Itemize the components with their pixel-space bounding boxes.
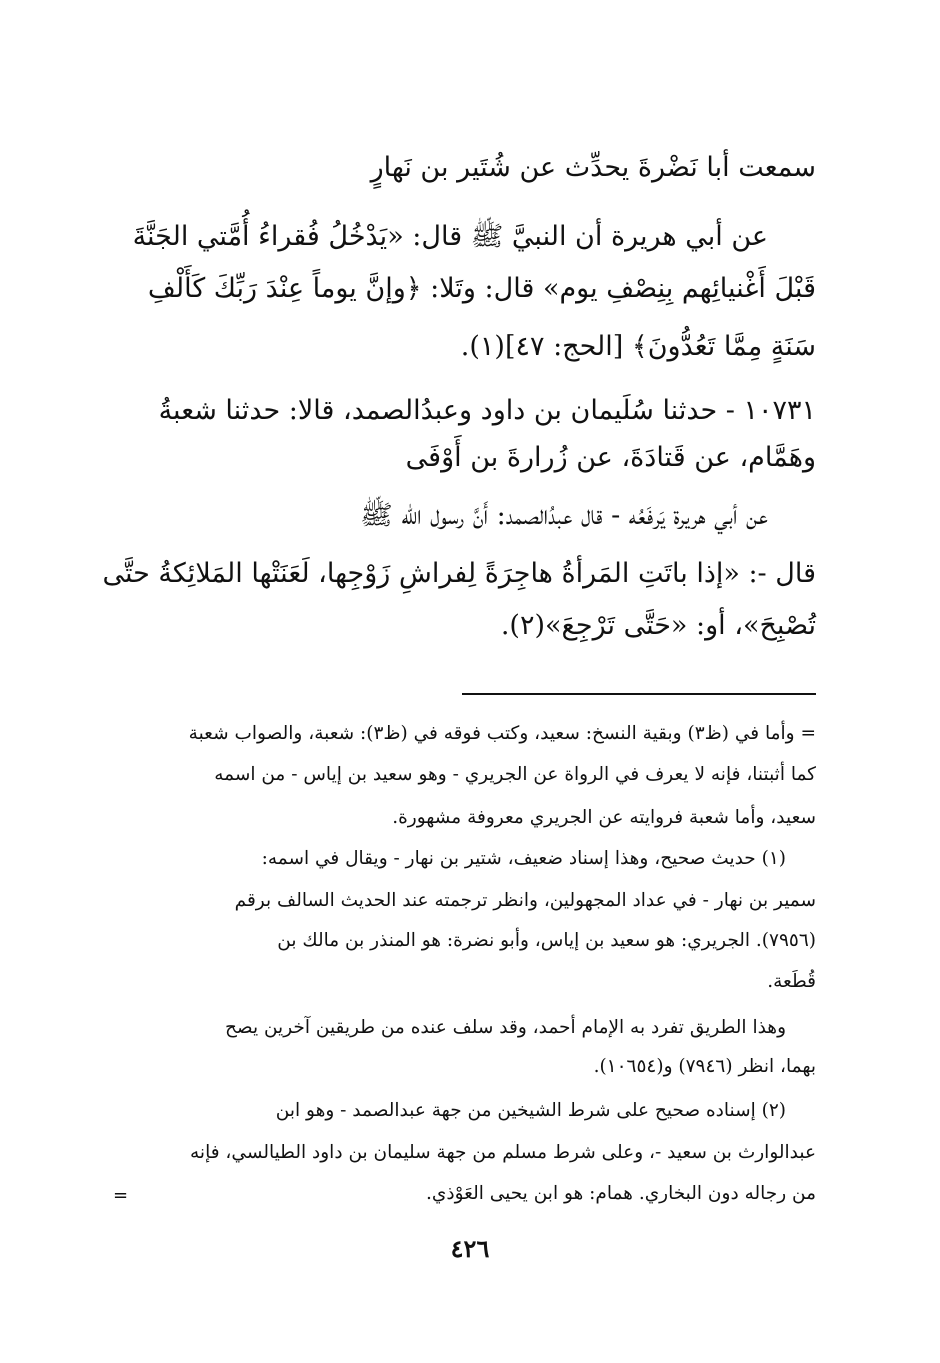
main-text-line: تُصْبِحَ»، أو: «حَتَّى تَرْجِعَ»(٢). bbox=[500, 610, 816, 641]
footnote-line: من رجاله دون البخاري. همام: هو ابن يحيى العَوْذي. bbox=[426, 1183, 816, 1204]
footnote-line: بهما، انظر (٧٩٤٦) و(١٠٦٥٤). bbox=[593, 1056, 816, 1077]
footnote-line: كما أثبتنا، فإنه لا يعرف في الرواة عن الجريري - وهو سعيد بن إياس - من اسمه bbox=[214, 764, 816, 785]
footnote-line: (١) حديث صحيح، وهذا إسناد ضعيف، شتير بن نهار - ويقال في اسمه: bbox=[261, 848, 786, 869]
page-number: ٤٢٦ bbox=[450, 1234, 490, 1263]
footnote-line: سعيد، وأما شعبة فروايته عن الجريري معروفة مشهورة. bbox=[392, 807, 816, 828]
footnote-separator bbox=[462, 693, 816, 695]
footnote-line: سمير بن نهار - في عداد المجهولين، وانظر ترجمته عند الحديث السالف برقم bbox=[234, 890, 816, 911]
footnote-line: عبدالوارث بن سعيد -، وعلى شرط مسلم من جهة سليمان بن داود الطيالسي، فإنه bbox=[190, 1142, 816, 1163]
footnote-line: قُطَعة. bbox=[767, 971, 816, 992]
footnote-line: = وأما في (ظ٣) وبقية النسخ: سعيد، وكتب فوقه في (ظ٣): شعبة، والصواب شعبة bbox=[188, 723, 816, 744]
footnote-line: وهذا الطريق تفرد به الإمام أحمد، وقد سلف عنده من طريقين آخرين يصح bbox=[224, 1017, 786, 1038]
continuation-mark: = bbox=[113, 1185, 129, 1206]
main-text-line: عن أبي هريرة يَرفَعُه - قال عبدُالصمد: أَنَّ رسول الله ﷺ bbox=[360, 500, 768, 531]
footnote-line: (٧٩٥٦). الجريري: هو سعيد بن إياس، وأبو نضرة: هو المنذر بن مالك بن bbox=[277, 930, 816, 951]
main-text-line: قَبْلَ أَغْنيائِهم بِنِصْفِ يوم» قال: وتَلا: ﴿وإنَّ يوماً عِنْدَ رَبِّكَ كَأَلْفِ bbox=[147, 273, 816, 304]
footnote-line: (٢) إسناده صحيح على شرط الشيخين من جهة عبدالصمد - وهو ابن bbox=[275, 1100, 786, 1121]
hadith-number-line: ١٠٧٣١ - حدثنا سُلَيمان بن داود وعبدُالصمد، قالا: حدثنا شعبةُ bbox=[158, 395, 816, 426]
main-text-line: وهَمَّام، عن قَتادَةَ، عن زُرارةَ بن أَوْفَى bbox=[405, 442, 816, 473]
main-text-line: عن أبي هريرة أن النبيَّ ﷺ قال: «يَدْخُلُ فُقراءُ أُمَّتي الجَنَّةَ bbox=[132, 221, 768, 252]
main-text-line: قال -: «إذا باتَتِ المَرأةُ هاجِرَةً لِفراشِ زَوْجِها، لَعَنَتْها المَلائِكةُ حتَّى bbox=[102, 558, 816, 589]
main-text-line: سمعت أبا نَضْرةَ يحدِّث عن شُتَير بن نَهارٍ bbox=[370, 152, 816, 183]
main-text-line: سَنَةٍ مِمَّا تَعُدُّونَ﴾ [الحج: ٤٧](١). bbox=[460, 331, 816, 362]
